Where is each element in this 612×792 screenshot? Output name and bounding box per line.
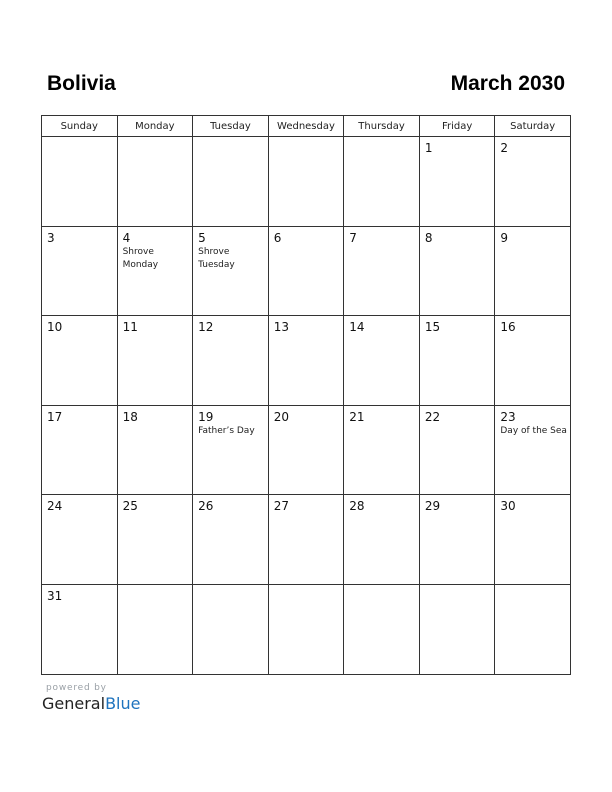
day-cell: [495, 226, 571, 316]
day-number: 3: [47, 230, 55, 245]
day-number: 21: [349, 409, 365, 424]
day-cell: [42, 405, 118, 495]
day-number: 4: [122, 230, 131, 245]
holiday-label: Father’s Day: [198, 425, 255, 436]
day-number: 27: [273, 499, 289, 514]
day-cell: [495, 405, 571, 495]
day-number: 1: [424, 141, 433, 155]
powered-by-text: powered by: [46, 683, 107, 693]
day-number: 9: [500, 230, 509, 245]
week-row: [42, 316, 571, 406]
day-cell: [42, 137, 118, 227]
country-title: Bolivia: [47, 72, 116, 95]
day-number: 19: [198, 409, 214, 424]
weekday-header: Thursday: [344, 116, 420, 137]
day-cell: [117, 226, 193, 316]
day-cell: [419, 226, 495, 316]
day-number: 7: [349, 230, 357, 245]
weekday-header: Saturday: [495, 116, 571, 137]
day-cell: [344, 495, 420, 585]
day-cell: [419, 405, 495, 495]
day-number: 15: [424, 320, 441, 335]
calendar-grid: [41, 115, 571, 675]
day-number: 10: [47, 320, 63, 335]
day-cell: [193, 584, 269, 674]
month-year-title: March 2030: [450, 72, 565, 95]
weekday-header: Monday: [117, 116, 193, 137]
day-number: 22: [424, 409, 441, 424]
day-cell: [117, 584, 193, 674]
day-cell: [42, 584, 118, 674]
day-cell: [117, 137, 193, 227]
week-row: [42, 226, 571, 316]
day-number: 28: [349, 499, 365, 514]
day-number: 12: [198, 320, 214, 335]
day-number: 18: [122, 409, 138, 424]
holiday-label: Shrove Tuesday: [198, 246, 235, 270]
day-cell: [344, 137, 420, 227]
day-cell: [495, 584, 571, 674]
weekday-header: Sunday: [42, 116, 118, 137]
week-row: [42, 495, 571, 585]
weekday-header: Tuesday: [193, 116, 269, 137]
day-number: 24: [47, 499, 63, 514]
day-number: 17: [47, 409, 63, 424]
day-cell: [344, 584, 420, 674]
day-cell: [268, 405, 344, 495]
brand-general-text: General: [42, 694, 106, 713]
day-number: 26: [198, 499, 214, 514]
holiday-label: Day of the Sea: [500, 425, 567, 436]
week-row: [42, 584, 571, 674]
day-number: 16: [500, 320, 516, 335]
day-number: 29: [424, 499, 441, 514]
day-cell: [495, 137, 571, 227]
weekday-header-row: [42, 116, 571, 137]
day-number: 13: [273, 320, 289, 335]
week-row: [42, 405, 571, 495]
day-cell: [193, 405, 269, 495]
day-cell: [193, 316, 269, 406]
weekday-header: Wednesday: [268, 116, 344, 137]
brand-blue-text: Blue: [105, 694, 141, 713]
day-cell: [42, 316, 118, 406]
day-number: 14: [349, 320, 365, 335]
day-cell: [117, 405, 193, 495]
brand-logo: [42, 694, 140, 713]
day-number: 23: [500, 409, 516, 424]
day-cell: [344, 405, 420, 495]
day-cell: [268, 584, 344, 674]
day-cell: [344, 316, 420, 406]
week-row: [42, 137, 571, 227]
weekday-header: Friday: [419, 116, 495, 137]
day-number: 30: [500, 499, 516, 514]
day-cell: [42, 495, 118, 585]
day-cell: [419, 584, 495, 674]
day-cell: [268, 316, 344, 406]
day-number: 6: [273, 230, 282, 245]
day-cell: [268, 137, 344, 227]
day-cell: [193, 137, 269, 227]
day-cell: [419, 137, 495, 227]
day-number: 5: [198, 230, 206, 245]
day-cell: [117, 316, 193, 406]
day-number: 20: [273, 409, 289, 424]
day-cell: [419, 316, 495, 406]
day-number: 31: [47, 588, 63, 603]
day-cell: [419, 495, 495, 585]
day-cell: [193, 495, 269, 585]
day-cell: [495, 316, 571, 406]
day-cell: [117, 495, 193, 585]
day-number: 11: [122, 320, 138, 335]
day-cell: [268, 226, 344, 316]
day-cell: [344, 226, 420, 316]
day-number: 2: [500, 141, 509, 155]
holiday-label: Shrove Monday: [122, 246, 159, 270]
day-cell: [495, 495, 571, 585]
day-number: 8: [424, 230, 433, 245]
day-cell: [268, 495, 344, 585]
day-cell: [42, 226, 118, 316]
day-cell: [193, 226, 269, 316]
day-number: 25: [122, 499, 138, 514]
